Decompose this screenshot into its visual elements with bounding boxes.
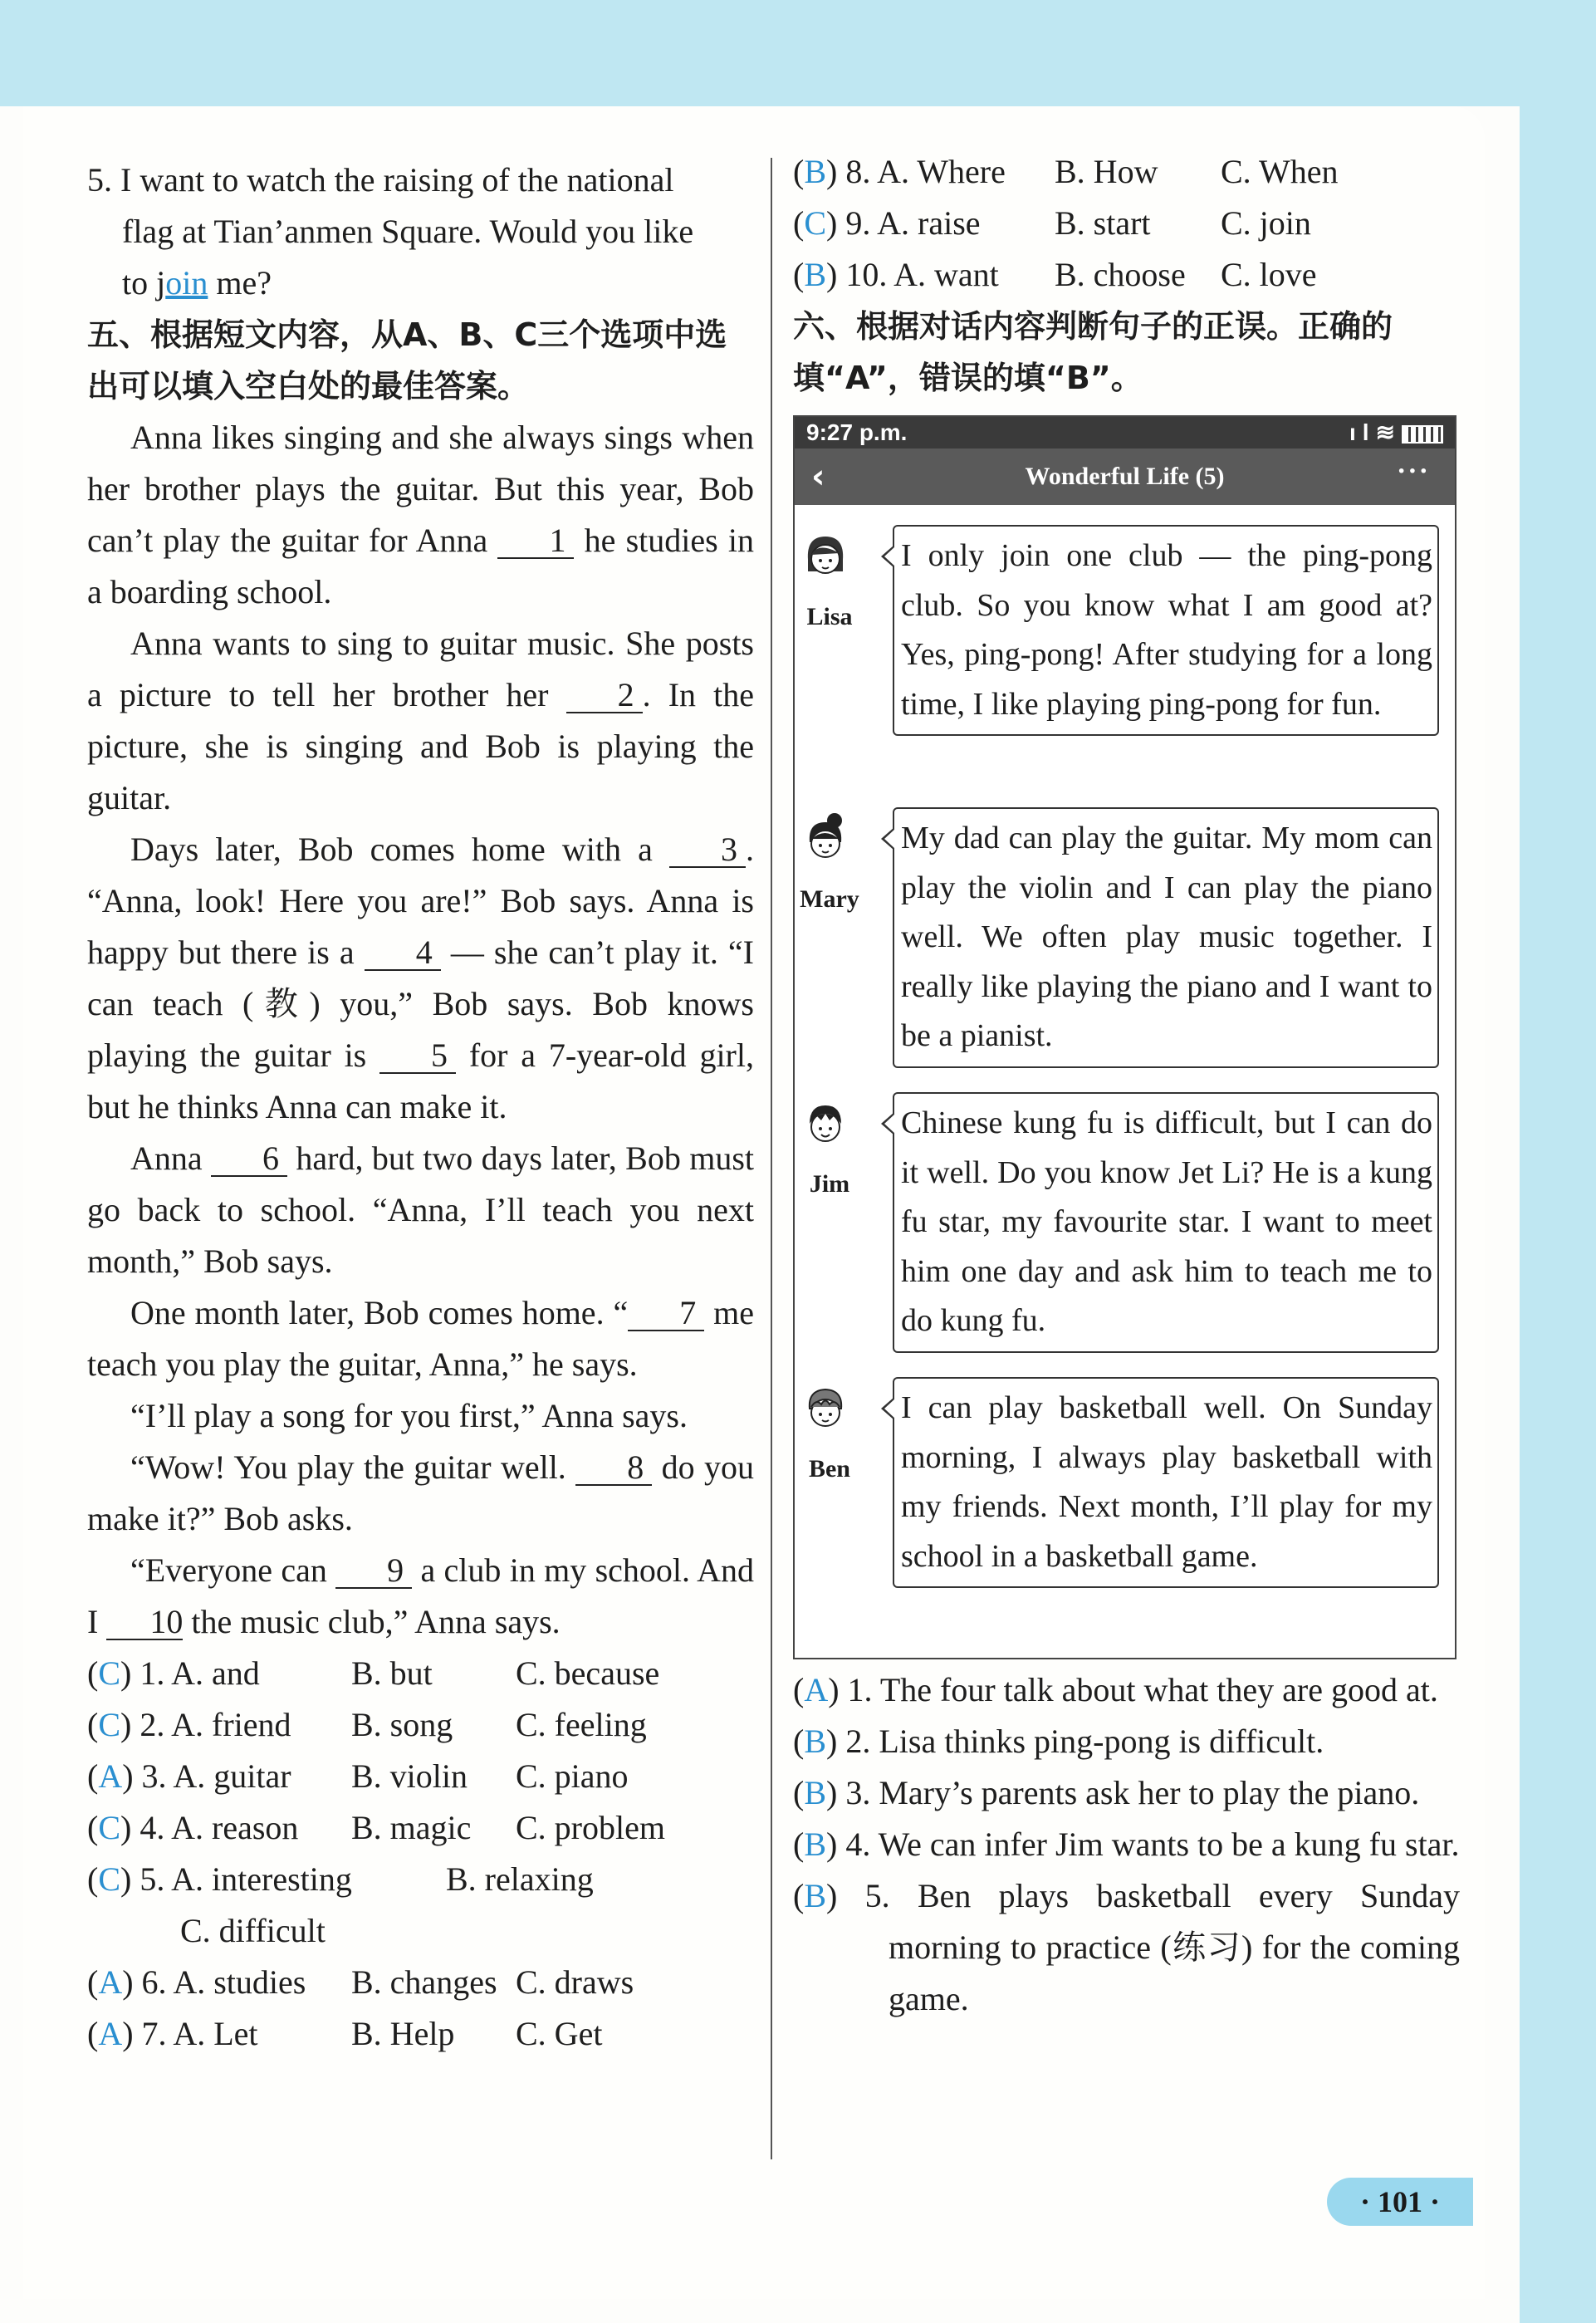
column-divider: [771, 158, 772, 2159]
blank-3: 3: [669, 833, 746, 868]
judgement-answer: B: [804, 1877, 827, 1914]
text: he studies in a boarding school.: [87, 522, 754, 610]
option-a: 10. A. want: [845, 256, 999, 293]
option-row-4: (C) 4. A. reason B. magic C. problem: [87, 1802, 754, 1854]
option-row-7: (A) 7. A. Let B. Help C. Get: [87, 2008, 754, 2060]
passage-paragraph-8: [87, 1545, 754, 1648]
section5-line1: 五、根据短文内容，从A、B、C三个选项中选: [87, 316, 727, 353]
option-row-2: (C) 2. A. friend B. song C. feeling: [87, 1699, 754, 1751]
boy-curly-avatar-icon: [800, 1382, 851, 1433]
back-arrow-icon[interactable]: ‹: [811, 458, 825, 496]
option-c: C. love: [1221, 256, 1317, 293]
option-c: C. join: [1221, 204, 1311, 242]
passage-paragraph-3: [87, 824, 754, 1133]
section-5-heading: [87, 309, 754, 412]
section6-line1: 六、根据对话内容判断句子的正误。正确的: [793, 308, 1393, 345]
option-a: 2. A. friend: [140, 1706, 291, 1743]
passage-paragraph-1: [87, 412, 754, 618]
top-color-band: [0, 0, 1596, 106]
blank-4: 4: [365, 936, 441, 971]
blank-8: 8: [575, 1451, 652, 1486]
sender-name: Lisa: [806, 603, 853, 630]
wifi-icon: ≋: [1375, 419, 1402, 445]
chat-title-bar: [795, 448, 1455, 505]
answer-8: B: [804, 153, 827, 190]
answer-2: C: [98, 1706, 121, 1743]
option-c: C. feeling: [516, 1706, 647, 1743]
option-a: 8. A. Where: [845, 153, 1006, 190]
text: . In the picture, she is singing and Bob is playing the guitar.: [87, 676, 755, 816]
q5-line1: 5. I want to watch the raising of the national: [87, 161, 674, 198]
judgement-text: 4. We can infer Jim wants to be a kung fu star.: [845, 1826, 1460, 1863]
section-6-heading: [793, 301, 1460, 404]
left-column: [87, 154, 754, 2060]
sender-name: Mary: [800, 885, 859, 913]
message-bubble: I only join one club — the ping-pong club. So you know what I am good at? Yes, ping-pong! After studying for a long time, I like playing ping-pong for fun.: [893, 525, 1439, 736]
option-row-9: (C) 9. A. raise B. start C. join: [793, 198, 1460, 249]
answer-7: A: [98, 2015, 123, 2052]
option-a: 6. A. studies: [141, 1963, 306, 2001]
passage-paragraph-6: “I’ll play a song for you first,” Anna says.: [130, 1397, 688, 1434]
right-column: [793, 154, 1460, 2025]
status-bar: [795, 417, 1455, 448]
text: “Everyone can: [130, 1551, 336, 1589]
blank-10: 10: [106, 1605, 183, 1640]
judgement-1: (A) 1. The four talk about what they are good at.: [793, 1671, 1438, 1708]
blank-6: 6: [211, 1142, 287, 1177]
passage-paragraph-7: [87, 1442, 754, 1545]
answer-6: A: [98, 1963, 123, 2001]
answer-1: C: [98, 1654, 121, 1692]
text: “Wow! You play the guitar well.: [130, 1448, 576, 1486]
option-a: 5. A. interesting: [140, 1860, 352, 1898]
option-row-10: (B) 10. A. want B. choose C. love: [793, 249, 1460, 301]
page-number: · 101 ·: [1327, 2178, 1473, 2226]
answer-3: A: [98, 1757, 123, 1795]
chat-title: Wonderful Life (5): [1025, 463, 1225, 490]
text: Anna likes singing and she always sings when her brother plays the guitar. But this year, Bob can’t play the guitar for Anna: [87, 419, 754, 559]
more-options-icon[interactable]: ···: [1396, 456, 1430, 487]
girl-bun-avatar-icon: [800, 812, 851, 864]
judgement-2: (B) 2. Lisa thinks ping-pong is difficult.: [793, 1723, 1324, 1760]
option-c: C. Get: [516, 2015, 603, 2052]
answer-10: B: [804, 256, 827, 293]
section6-line2: 填“A”，错误的填“B”。: [793, 360, 1143, 396]
judgement-answer: B: [804, 1826, 827, 1863]
text: me teach you play the guitar, Anna,” he says.: [87, 1294, 755, 1383]
sender-name: Jim: [809, 1170, 850, 1198]
option-b: B. violin: [351, 1757, 468, 1795]
judgement-list: [793, 1664, 1460, 2025]
option-c: C. draws: [516, 1963, 634, 2001]
judgement-5: (B) 5. Ben plays basketball every Sunday morning to practice (练习) for the coming game.: [793, 1877, 1460, 2017]
text: Days later, Bob comes home with a: [130, 831, 669, 868]
message-bubble: I can play basketball well. On Sunday morning, I always play basketball with my friends. Next month, I’ll play for my school in a basketball game.: [893, 1377, 1439, 1588]
answer-9: C: [804, 204, 827, 242]
text: for a 7-year-old girl, but he thinks Anna can make it.: [87, 1037, 754, 1125]
option-row-5-c: C. difficult: [180, 1912, 326, 1949]
answer-5: C: [98, 1860, 121, 1898]
judgement-answer: B: [804, 1723, 827, 1760]
girl-avatar-icon: [800, 530, 851, 581]
passage-paragraph-2: [87, 618, 754, 824]
option-b: B. start: [1055, 204, 1151, 242]
text: the music club,” Anna says.: [183, 1603, 561, 1640]
blank-7: 7: [628, 1296, 704, 1331]
q5-line2: flag at Tian’anmen Square. Would you like: [122, 213, 694, 250]
q5-line3b: me?: [208, 264, 272, 301]
message-bubble: My dad can play the guitar. My mom can play the violin and I can play the piano well. We often play music together. I really like playing the piano and I want to be a pianist.: [893, 807, 1439, 1068]
q5-line3a: to j: [122, 264, 166, 301]
signal-icon: ıl: [1349, 419, 1376, 445]
option-c: C. piano: [516, 1757, 629, 1795]
option-b: B. How: [1055, 153, 1158, 190]
option-c: C. problem: [516, 1809, 665, 1846]
option-row-8: (B) 8. A. Where B. How C. When: [793, 146, 1460, 198]
option-b: B. Help: [351, 2015, 455, 2052]
option-b: B. changes: [351, 1963, 497, 2001]
option-b: B. but: [351, 1654, 433, 1692]
judgement-text: 3. Mary’s parents ask her to play the piano.: [845, 1774, 1420, 1811]
status-time: 9:27 p.m.: [806, 419, 908, 445]
option-b: B. song: [351, 1706, 453, 1743]
section5-line2: 出可以填入空白处的最佳答案。: [87, 368, 530, 404]
blank-9: 9: [335, 1554, 412, 1589]
judgement-4: (B) 4. We can infer Jim wants to be a kung fu star.: [793, 1826, 1460, 1863]
option-row-1: (C) 1. A. and B. but C. because: [87, 1648, 754, 1699]
judgement-text: 1. The four talk about what they are good at.: [847, 1671, 1438, 1708]
judgement-text: 5. Ben plays basketball every Sunday morning to practice (练习) for the coming game.: [864, 1877, 1460, 2017]
boy-avatar-icon: [800, 1097, 851, 1149]
option-b: B. choose: [1055, 256, 1186, 293]
text: — she can’t play it. “I can teach (教) you,” Bob says. Bob knows playing the guitar is: [87, 934, 754, 1074]
text: do you make it?” Bob asks.: [87, 1448, 754, 1537]
message-bubble: Chinese kung fu is difficult, but I can do it well. Do you know Jet Li? He is a kung fu star, my favourite star. I want to meet him one day and ask him to teach me to do kung fu.: [893, 1092, 1439, 1353]
text: a club in my school. And I: [87, 1551, 754, 1640]
right-color-band: [1520, 0, 1596, 2323]
text: Anna wants to sing to guitar music. She posts a picture to tell her brother her: [87, 625, 754, 713]
option-b: B. relaxing: [446, 1860, 594, 1898]
option-b: B. magic: [351, 1809, 472, 1846]
sender-name: Ben: [808, 1455, 850, 1483]
blank-5: 5: [379, 1039, 456, 1074]
judgement-answer: A: [804, 1671, 829, 1708]
text: hard, but two days later, Bob must go back to school. “Anna, I’ll teach you next month,” Bob says.: [87, 1139, 755, 1280]
chat-screenshot: [793, 415, 1456, 1659]
text: . “Anna, look! Here you are!” Bob says. Anna is happy but there is a: [87, 831, 754, 971]
option-a: 7. A. Let: [141, 2015, 258, 2052]
q5-handwritten-answer: oin: [165, 264, 208, 301]
option-c: C. because: [516, 1654, 660, 1692]
judgement-3: (B) 3. Mary’s parents ask her to play the piano.: [793, 1774, 1420, 1811]
passage-paragraph-4: [87, 1133, 754, 1287]
question-5: [87, 154, 754, 309]
blank-1: 1: [497, 524, 574, 559]
option-row-3: (A) 3. A. guitar B. violin C. piano: [87, 1751, 754, 1802]
option-a: 1. A. and: [140, 1654, 260, 1692]
judgement-text: 2. Lisa thinks ping-pong is difficult.: [845, 1723, 1324, 1760]
answer-4: C: [98, 1809, 121, 1846]
passage-paragraph-5: [87, 1287, 754, 1390]
blank-2: 2: [566, 679, 643, 713]
battery-icon: [1402, 425, 1443, 444]
option-a: 3. A. guitar: [141, 1757, 291, 1795]
text: Anna: [130, 1139, 212, 1177]
option-a: 9. A. raise: [845, 204, 981, 242]
option-row-5: (C) 5. A. interesting B. relaxing: [87, 1854, 754, 1905]
option-c: C. When: [1221, 153, 1339, 190]
option-a: 4. A. reason: [140, 1809, 299, 1846]
judgement-answer: B: [804, 1774, 827, 1811]
text: One month later, Bob comes home. “: [130, 1294, 629, 1331]
option-list-left: [87, 1648, 754, 2060]
option-row-6: (A) 6. A. studies B. changes C. draws: [87, 1957, 754, 2008]
